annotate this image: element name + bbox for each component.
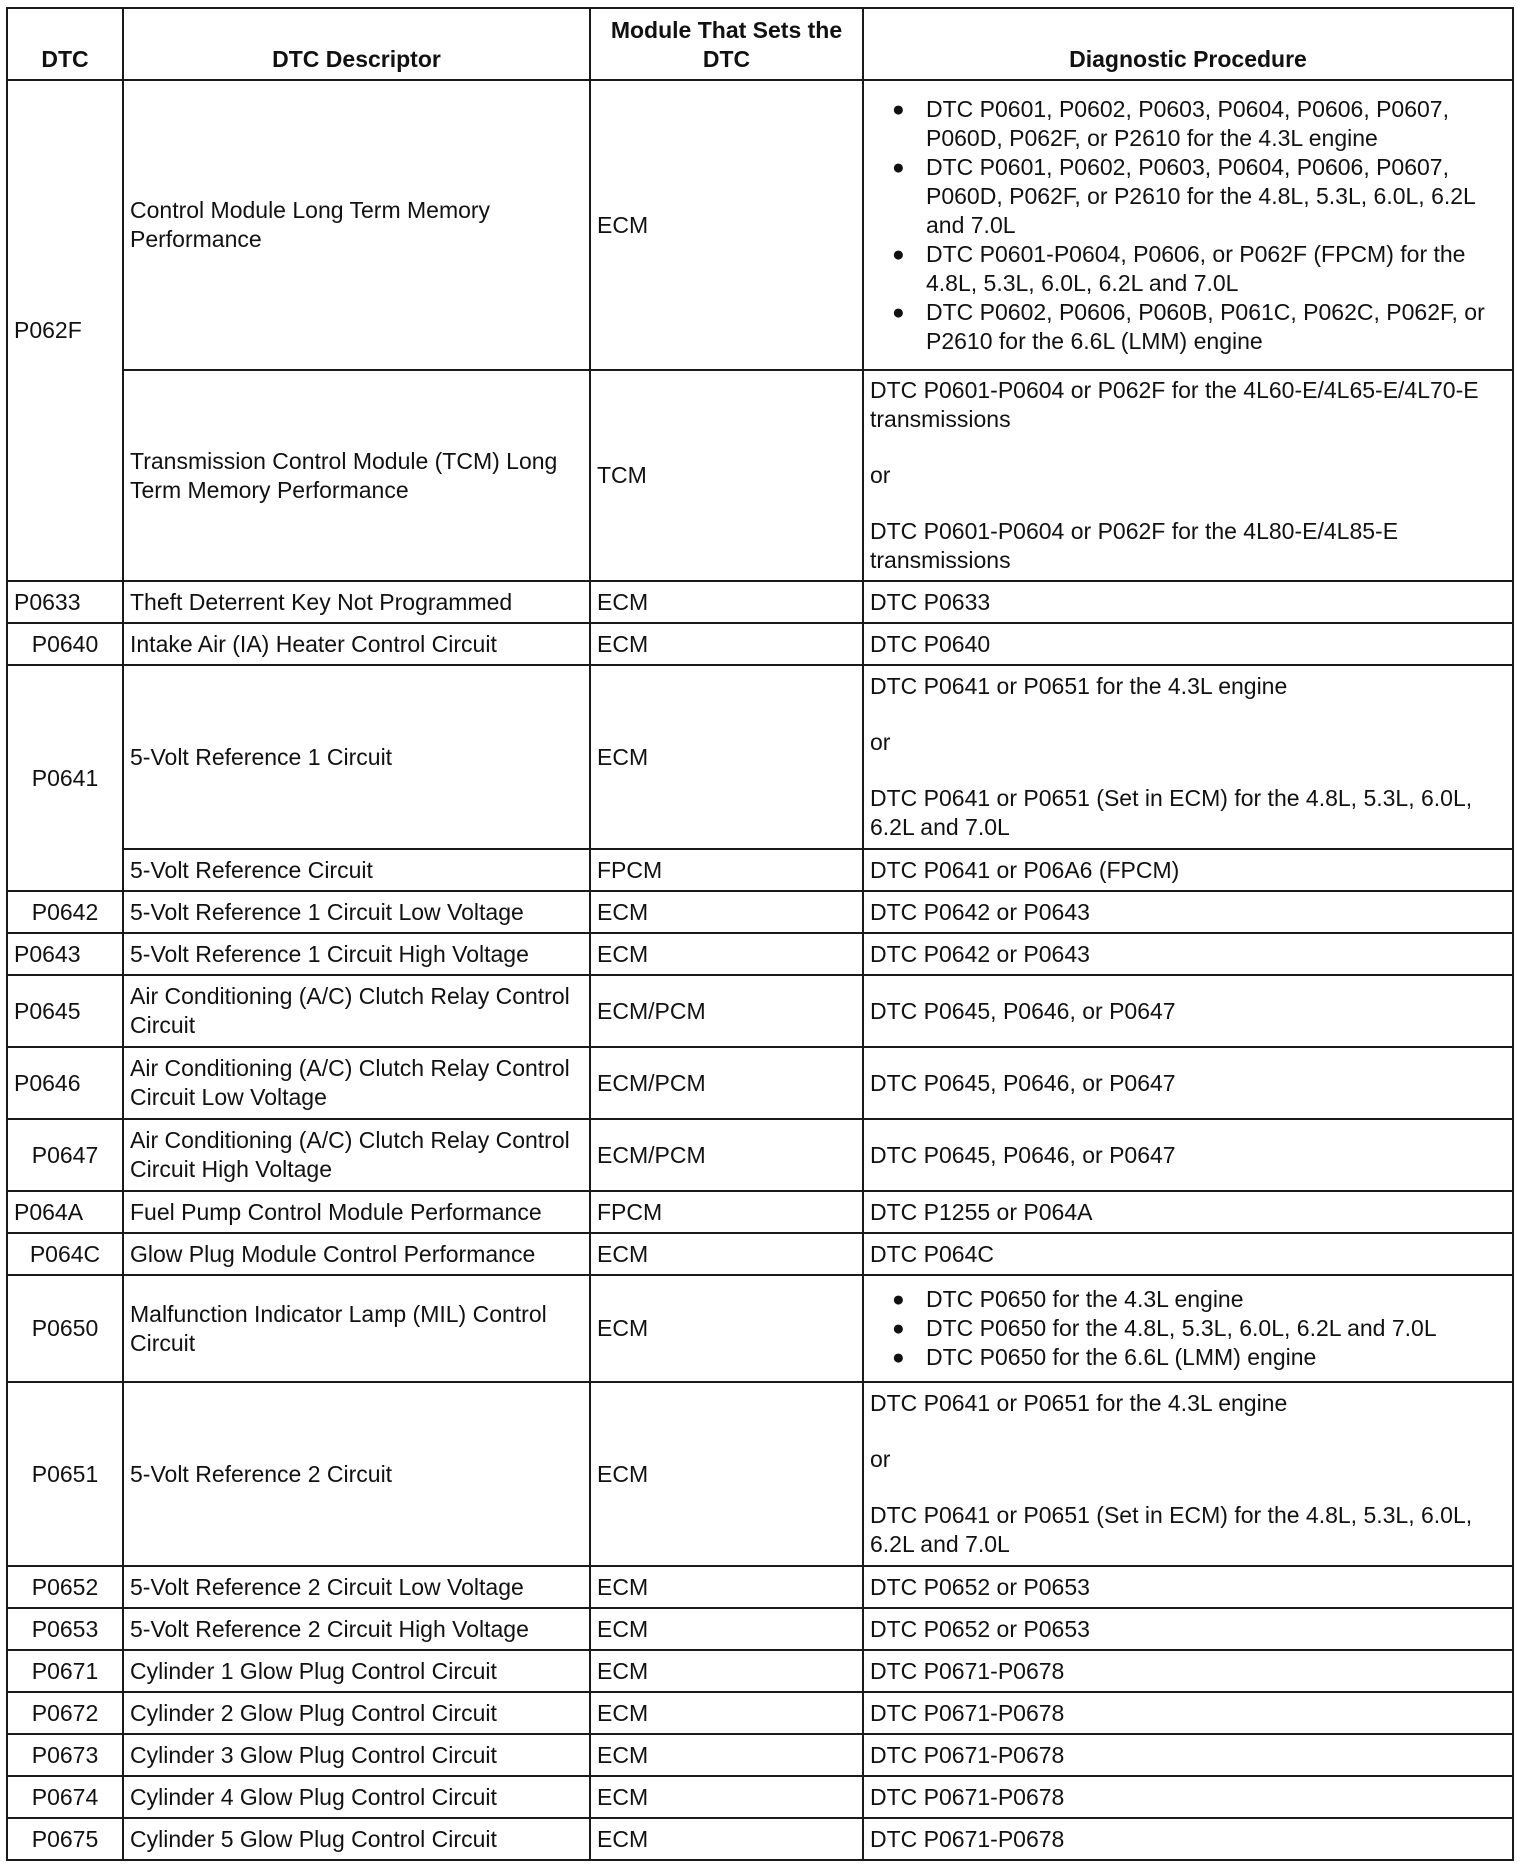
table-row xyxy=(7,1734,1513,1776)
module-cell: ECM xyxy=(590,1233,863,1275)
procedure-cell xyxy=(863,370,1513,581)
descriptor-cell: 5-Volt Reference 1 Circuit xyxy=(123,665,590,849)
module-cell: ECM xyxy=(590,581,863,623)
dtc-cell: P0642 xyxy=(7,891,123,933)
dtc-cell: P064C xyxy=(7,1233,123,1275)
descriptor-cell: 5-Volt Reference Circuit xyxy=(123,849,590,891)
table-row xyxy=(7,849,1513,891)
procedure-cell: DTC P0671-P0678 xyxy=(863,1692,1513,1734)
header-procedure: Diagnostic Procedure xyxy=(863,8,1513,80)
procedure-cell: DTC P0645, P0646, or P0647 xyxy=(863,975,1513,1047)
module-cell: TCM xyxy=(590,370,863,581)
module-cell: ECM/PCM xyxy=(590,975,863,1047)
table-row xyxy=(7,933,1513,975)
procedure-bullet: ● DTC P0650 for the 4.8L, 5.3L, 6.0L, 6.2L and 7.0L xyxy=(892,1314,1506,1343)
table-row xyxy=(7,1047,1513,1119)
procedure-cell: DTC P0642 or P0643 xyxy=(863,891,1513,933)
dtc-table xyxy=(6,7,1514,1861)
descriptor-cell: Control Module Long Term Memory Performance xyxy=(123,80,590,370)
procedure-text: or xyxy=(870,729,891,755)
descriptor-cell: 5-Volt Reference 2 Circuit xyxy=(123,1382,590,1566)
procedure-bullet: ● DTC P0601-P0604, P0606, or P062F (FPCM) for the 4.8L, 5.3L, 6.0L, 6.2L and 7.0L xyxy=(892,240,1506,298)
procedure-cell: DTC P0671-P0678 xyxy=(863,1776,1513,1818)
descriptor-cell: Cylinder 2 Glow Plug Control Circuit xyxy=(123,1692,590,1734)
descriptor-cell: Air Conditioning (A/C) Clutch Relay Control Circuit xyxy=(123,975,590,1047)
table-row xyxy=(7,1233,1513,1275)
dtc-cell: P064A xyxy=(7,1191,123,1233)
dtc-cell: P0672 xyxy=(7,1692,123,1734)
procedure-cell xyxy=(863,665,1513,849)
table-row xyxy=(7,1191,1513,1233)
descriptor-cell: Theft Deterrent Key Not Programmed xyxy=(123,581,590,623)
dtc-cell: P0674 xyxy=(7,1776,123,1818)
table-row xyxy=(7,1776,1513,1818)
procedure-cell: DTC P0641 or P06A6 (FPCM) xyxy=(863,849,1513,891)
table-row xyxy=(7,1382,1513,1566)
table-row xyxy=(7,665,1513,849)
module-cell: ECM xyxy=(590,891,863,933)
procedure-text: DTC P0641 or P0651 (Set in ECM) for the 4.8L, 5.3L, 6.0L, 6.2L and 7.0L xyxy=(870,785,1473,840)
procedure-cell: DTC P0652 or P0653 xyxy=(863,1566,1513,1608)
procedure-cell: DTC P0642 or P0643 xyxy=(863,933,1513,975)
descriptor-cell: Cylinder 5 Glow Plug Control Circuit xyxy=(123,1818,590,1860)
module-cell: ECM xyxy=(590,623,863,665)
dtc-cell: P0671 xyxy=(7,1650,123,1692)
procedure-text: or xyxy=(870,462,891,488)
header-module: Module That Sets the DTC xyxy=(590,8,863,80)
table-header-row xyxy=(7,8,1513,80)
table-row xyxy=(7,1608,1513,1650)
module-cell: ECM xyxy=(590,1275,863,1382)
descriptor-cell: Malfunction Indicator Lamp (MIL) Control Circuit xyxy=(123,1275,590,1382)
module-cell: ECM xyxy=(590,933,863,975)
table-row xyxy=(7,80,1513,370)
dtc-cell: P0652 xyxy=(7,1566,123,1608)
module-cell: ECM xyxy=(590,1608,863,1650)
dtc-cell: P0650 xyxy=(7,1275,123,1382)
procedure-cell: DTC P064C xyxy=(863,1233,1513,1275)
table-row xyxy=(7,1692,1513,1734)
table-row xyxy=(7,1119,1513,1191)
procedure-bullet: ● DTC P0601, P0602, P0603, P0604, P0606, P0607, P060D, P062F, or P2610 for the 4.3L engine xyxy=(892,95,1506,153)
procedure-cell: DTC P0633 xyxy=(863,581,1513,623)
procedure-cell: DTC P0645, P0646, or P0647 xyxy=(863,1047,1513,1119)
module-cell: FPCM xyxy=(590,1191,863,1233)
header-descriptor: DTC Descriptor xyxy=(123,8,590,80)
procedure-cell xyxy=(863,1382,1513,1566)
procedure-cell: DTC P0652 or P0653 xyxy=(863,1608,1513,1650)
module-cell: ECM xyxy=(590,1692,863,1734)
table-row xyxy=(7,1818,1513,1860)
module-cell: ECM xyxy=(590,80,863,370)
descriptor-cell: 5-Volt Reference 1 Circuit Low Voltage xyxy=(123,891,590,933)
module-cell: ECM xyxy=(590,1818,863,1860)
module-cell: ECM xyxy=(590,1734,863,1776)
module-cell: ECM xyxy=(590,665,863,849)
procedure-bullet: ● DTC P0650 for the 6.6L (LMM) engine xyxy=(892,1343,1506,1372)
table-row xyxy=(7,623,1513,665)
table-row xyxy=(7,581,1513,623)
module-cell: ECM/PCM xyxy=(590,1119,863,1191)
dtc-cell: P0633 xyxy=(7,581,123,623)
descriptor-cell: Cylinder 1 Glow Plug Control Circuit xyxy=(123,1650,590,1692)
procedure-bullet: ● DTC P0601, P0602, P0603, P0604, P0606, P0607, P060D, P062F, or P2610 for the 4.8L, 5.3L, 6.0L, 6.2L and 7.0L xyxy=(892,153,1506,240)
table-row xyxy=(7,1566,1513,1608)
procedure-text: DTC P0601-P0604 or P062F for the 4L80-E/4L85-E transmissions xyxy=(870,518,1399,573)
table-row xyxy=(7,1275,1513,1382)
descriptor-cell: 5-Volt Reference 1 Circuit High Voltage xyxy=(123,933,590,975)
module-cell: ECM xyxy=(590,1776,863,1818)
procedure-bullet-list xyxy=(870,1285,1506,1372)
descriptor-cell: 5-Volt Reference 2 Circuit High Voltage xyxy=(123,1608,590,1650)
dtc-cell: P0651 xyxy=(7,1382,123,1566)
descriptor-cell: 5-Volt Reference 2 Circuit Low Voltage xyxy=(123,1566,590,1608)
dtc-cell: P0653 xyxy=(7,1608,123,1650)
dtc-cell: P062F xyxy=(7,80,123,581)
procedure-text: or xyxy=(870,1446,891,1472)
module-cell: FPCM xyxy=(590,849,863,891)
module-cell: ECM xyxy=(590,1650,863,1692)
dtc-cell: P0645 xyxy=(7,975,123,1047)
procedure-text: DTC P0641 or P0651 for the 4.3L engine xyxy=(870,673,1288,699)
table-row xyxy=(7,1650,1513,1692)
procedure-bullet-list xyxy=(870,95,1506,356)
header-dtc: DTC xyxy=(7,8,123,80)
table-row xyxy=(7,370,1513,581)
module-cell: ECM/PCM xyxy=(590,1047,863,1119)
procedure-text: DTC P0601-P0604 or P062F for the 4L60-E/4L65-E/4L70-E transmissions xyxy=(870,377,1479,432)
procedure-text: DTC P0641 or P0651 (Set in ECM) for the 4.8L, 5.3L, 6.0L, 6.2L and 7.0L xyxy=(870,1502,1473,1557)
descriptor-cell: Air Conditioning (A/C) Clutch Relay Control Circuit High Voltage xyxy=(123,1119,590,1191)
descriptor-cell: Cylinder 3 Glow Plug Control Circuit xyxy=(123,1734,590,1776)
procedure-cell: DTC P1255 or P064A xyxy=(863,1191,1513,1233)
descriptor-cell: Cylinder 4 Glow Plug Control Circuit xyxy=(123,1776,590,1818)
module-cell: ECM xyxy=(590,1566,863,1608)
descriptor-cell: Glow Plug Module Control Performance xyxy=(123,1233,590,1275)
descriptor-cell: Fuel Pump Control Module Performance xyxy=(123,1191,590,1233)
dtc-table-container xyxy=(6,7,1514,1861)
procedure-cell: DTC P0671-P0678 xyxy=(863,1650,1513,1692)
dtc-cell: P0646 xyxy=(7,1047,123,1119)
procedure-cell: DTC P0640 xyxy=(863,623,1513,665)
procedure-text: DTC P0641 or P0651 for the 4.3L engine xyxy=(870,1390,1288,1416)
dtc-cell: P0640 xyxy=(7,623,123,665)
procedure-cell xyxy=(863,80,1513,370)
procedure-bullet: ● DTC P0602, P0606, P060B, P061C, P062C, P062F, or P2610 for the 6.6L (LMM) engine xyxy=(892,298,1506,356)
procedure-cell: DTC P0645, P0646, or P0647 xyxy=(863,1119,1513,1191)
procedure-bullet: ● DTC P0650 for the 4.3L engine xyxy=(892,1285,1506,1314)
descriptor-cell: Air Conditioning (A/C) Clutch Relay Control Circuit Low Voltage xyxy=(123,1047,590,1119)
procedure-cell xyxy=(863,1275,1513,1382)
dtc-cell: P0673 xyxy=(7,1734,123,1776)
dtc-cell: P0675 xyxy=(7,1818,123,1860)
module-cell: ECM xyxy=(590,1382,863,1566)
descriptor-cell: Intake Air (IA) Heater Control Circuit xyxy=(123,623,590,665)
procedure-cell: DTC P0671-P0678 xyxy=(863,1734,1513,1776)
table-row xyxy=(7,975,1513,1047)
dtc-cell: P0643 xyxy=(7,933,123,975)
descriptor-cell: Transmission Control Module (TCM) Long Term Memory Performance xyxy=(123,370,590,581)
dtc-cell: P0641 xyxy=(7,665,123,891)
table-row xyxy=(7,891,1513,933)
dtc-cell: P0647 xyxy=(7,1119,123,1191)
procedure-cell: DTC P0671-P0678 xyxy=(863,1818,1513,1860)
